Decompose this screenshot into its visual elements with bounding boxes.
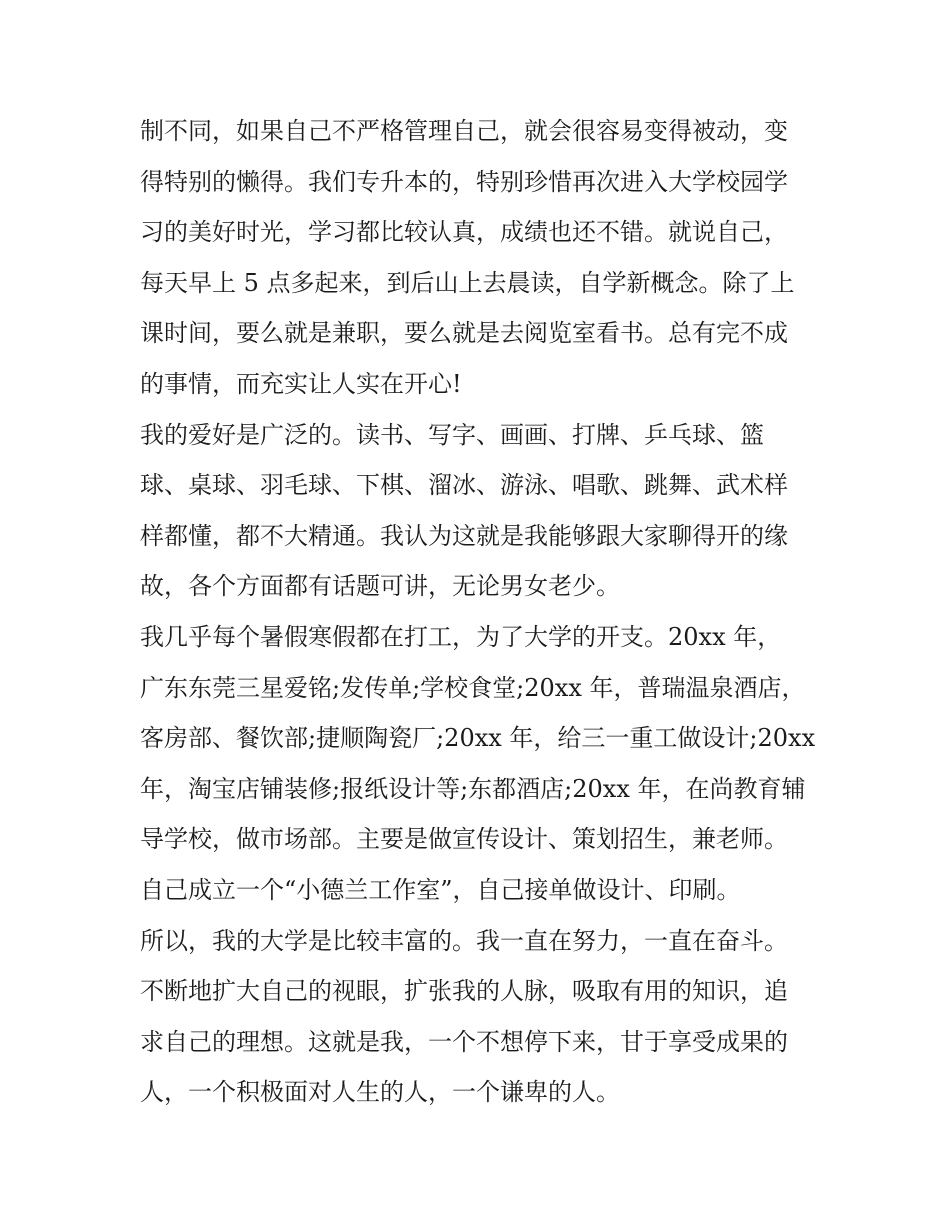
text-line: 不断地扩大自己的视眼，扩张我的人脉，吸取有用的知识，追 bbox=[140, 977, 788, 1006]
text-line: 故，各个方面都有话题可讲，无论男女老少。 bbox=[140, 572, 620, 601]
text-line: 求自己的理想。这就是我，一个不想停下来，甘于享受成果的 bbox=[140, 1027, 788, 1056]
text-line: 所以，我的大学是比较丰富的。我一直在努力，一直在奋斗。 bbox=[140, 926, 788, 955]
text-line: 我的爱好是广泛的。读书、写字、画画、打牌、乒乓球、篮 bbox=[140, 420, 764, 449]
text-line: 样都懂，都不大精通。我认为这就是我能够跟大家聊得开的缘 bbox=[140, 521, 788, 550]
text-line: 客房部、餐饮部;捷顺陶瓷厂;20xx 年，给三一重工做设计;20xx bbox=[140, 724, 816, 753]
text-line: 制不同，如果自己不严格管理自己，就会很容易变得被动，变 bbox=[140, 117, 788, 145]
text-line: 每天早上 5 点多起来，到后山上去晨读，自学新概念。除了上 bbox=[140, 268, 795, 297]
text-line: 习的美好时光，学习都比较认真，成绩也还不错。就说自己， bbox=[140, 218, 788, 247]
text-line: 导学校，做市场部。主要是做宣传设计、策划招生，兼老师。 bbox=[140, 825, 788, 854]
text-line: 我几乎每个暑假寒假都在打工，为了大学的开支。20xx 年， bbox=[140, 622, 782, 651]
text-line: 课时间，要么就是兼职，要么就是去阅览室看书。总有完不成 bbox=[140, 319, 788, 348]
text-line: 得特别的懒得。我们专升本的，特别珍惜再次进入大学校园学 bbox=[140, 167, 788, 196]
text-line: 广东东莞三星爱铭;发传单;学校食堂;20xx 年，普瑞温泉酒店， bbox=[140, 673, 806, 702]
text-line: 的事情，而充实让人实在开心! bbox=[140, 369, 462, 398]
body-text bbox=[140, 106, 816, 1118]
text-line: 人，一个积极面对人生的人，一个谦卑的人。 bbox=[140, 1078, 620, 1107]
text-line: 球、桌球、羽毛球、下棋、溜冰、游泳、唱歌、跳舞、武术样 bbox=[140, 471, 788, 500]
text-line: 年，淘宝店铺装修;报纸设计等;东都酒店;20xx 年，在尚教育辅 bbox=[140, 774, 806, 803]
text-line: 自己成立一个“小德兰工作室”，自己接单做设计、印刷。 bbox=[140, 875, 741, 904]
